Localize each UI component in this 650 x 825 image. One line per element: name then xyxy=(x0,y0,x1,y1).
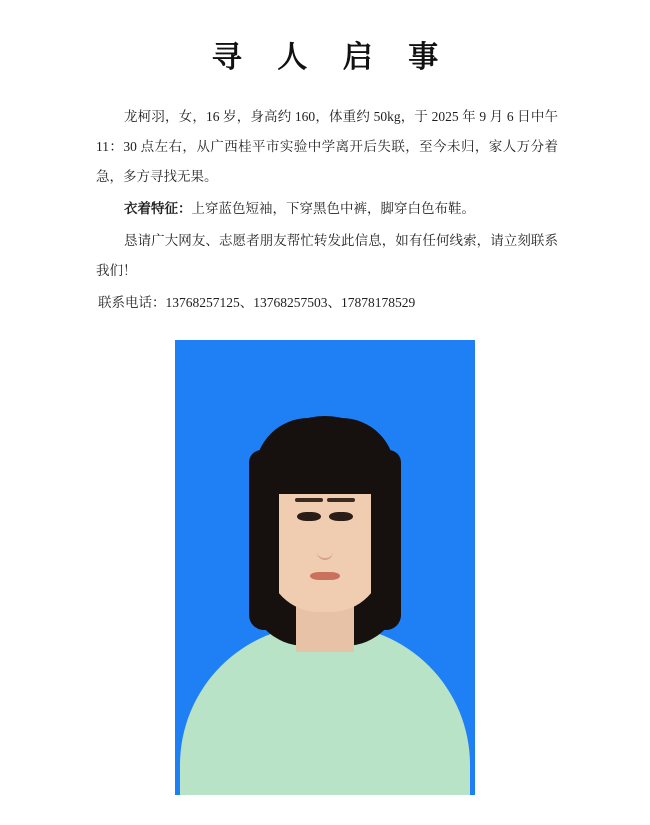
photo-mouth xyxy=(310,572,340,580)
contact-label: 联系电话： xyxy=(98,295,166,310)
description-paragraph: 龙柯羽，女，16 岁，身高约 160，体重约 50kg，于 2025 年 9 月 6 日中午 11：30 点左右，从广西桂平市实验中学离开后失联，至今未归，家人万分着急，多方寻找无果。 xyxy=(96,109,558,184)
photo-hair-left xyxy=(249,450,279,630)
contact-paragraph xyxy=(96,288,558,318)
contact-numbers: 13768257125、13768257503、17878178529 xyxy=(165,295,416,310)
page-title: 寻 人 启 事 xyxy=(211,41,453,74)
photo-eyebrow-right xyxy=(327,498,355,502)
photo-hair-right xyxy=(371,450,401,630)
appeal-paragraph: 恳请广大网友、志愿者朋友帮忙转发此信息，如有任何线索，请立刻联系我们！ xyxy=(96,233,558,278)
photo-eye-left xyxy=(297,512,321,521)
photo-container xyxy=(0,340,650,795)
clothing-label: 衣着特征： xyxy=(124,201,192,216)
photo-eye-right xyxy=(329,512,353,521)
photo-eyebrow-left xyxy=(295,498,323,502)
notice-body xyxy=(0,102,650,318)
missing-person-notice-page xyxy=(0,32,650,825)
missing-person-photo xyxy=(175,340,475,795)
photo-nose xyxy=(317,536,333,560)
clothing-paragraph xyxy=(96,194,558,224)
clothing-text: 上穿蓝色短袖，下穿黑色中裤，脚穿白色布鞋。 xyxy=(191,201,475,216)
